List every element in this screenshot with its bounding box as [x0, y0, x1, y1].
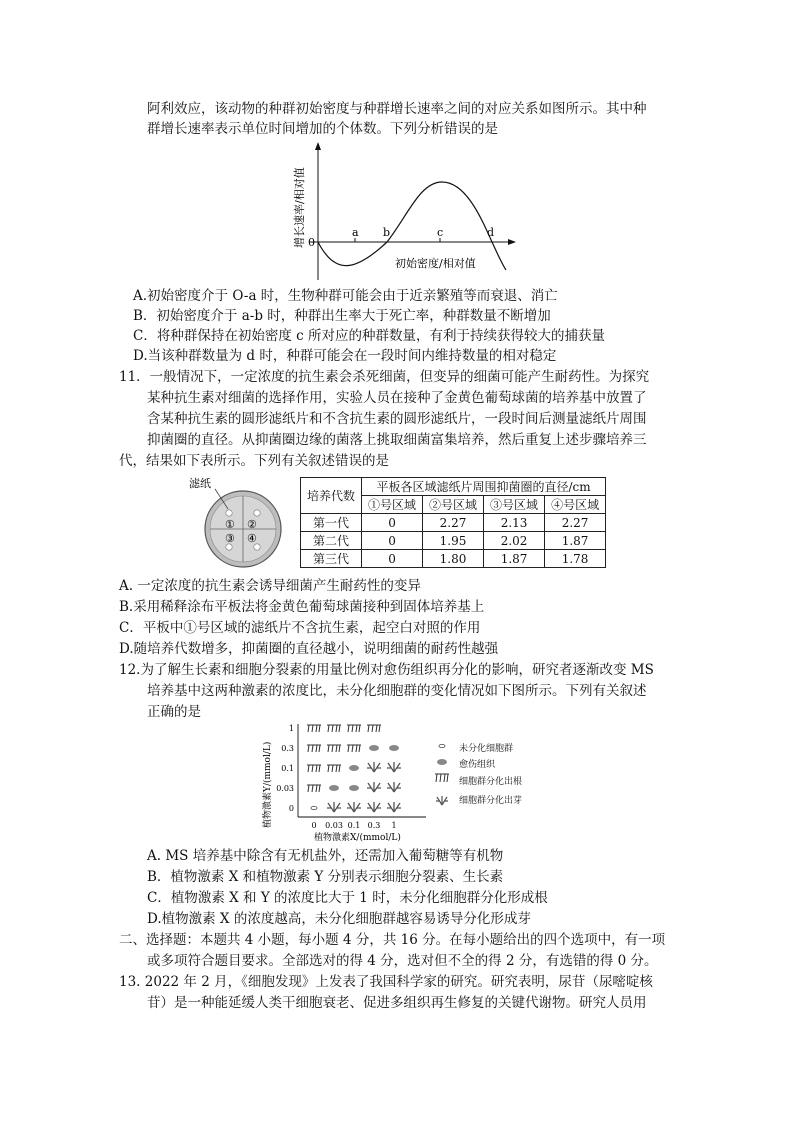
q11-line-2: 某种抗生素对细菌的选择作用，实验人员在接种了金黄色葡萄球菌的培养基中放置了 — [147, 390, 647, 406]
table-cell: 2.02 — [484, 532, 545, 550]
legend-roots: 细胞群分化出根 — [459, 777, 523, 787]
dish-region-1: ① — [225, 518, 235, 531]
root-symbol — [307, 725, 321, 732]
table-cell: 1.87 — [484, 550, 545, 568]
q10-option-d: D.当该种群数量为 d 时，种群可能会在一段时间内维持数量的相对稳定 — [133, 348, 557, 364]
row-label: 第三代 — [301, 550, 362, 568]
shoot-symbol — [347, 802, 361, 812]
table-cell: 0 — [362, 550, 423, 568]
q12-line-1: 12.为了解生长素和细胞分裂素的用量比例对愈伤组织再分化的影响，研究者逐渐改变 MS — [119, 662, 654, 678]
q10-option-a: A.初始密度介于 O-a 时，生物种群可能会由于近亲繁殖等而衰退、消亡 — [133, 288, 558, 304]
graph1-point-a: a — [352, 226, 359, 239]
graph1-y-label: 增长速率/相对值 — [293, 167, 306, 248]
q12-option-d: D.植物激素 X 的浓度越高，未分化细胞群越容易诱导分化形成芽 — [147, 911, 531, 927]
table-cell: 1.78 — [545, 550, 606, 568]
graph2-legend-icons — [433, 741, 457, 809]
root-symbol — [347, 745, 361, 752]
shoot-symbol — [387, 782, 401, 792]
legend-shoots: 细胞群分化出芽 — [459, 796, 523, 806]
q10-option-b: B．初始密度介于 a-b 时，种群出生率大于死亡率，种群数量不断增加 — [133, 308, 551, 324]
q11-option-d: D.随培养代数增多，抑菌圈的直径越小，说明细菌的耐药性越强 — [119, 641, 499, 657]
table-cell: 0 — [362, 532, 423, 550]
section2-line-2: 或多项符合题目要求。全部选对的得 4 分，选对但不全的得 2 分，有选错的得 0 分。 — [147, 953, 658, 969]
growth-rate-graph — [280, 140, 520, 285]
shoot-symbol — [367, 802, 381, 812]
shoot-symbol — [327, 802, 341, 812]
graph2-x-tick: 0.1 — [347, 821, 361, 830]
dish-region-2: ② — [247, 518, 257, 531]
table-cell: 1.87 — [545, 532, 606, 550]
q12-option-b: B．植物激素 X 和植物激素 Y 分别表示细胞分裂素、生长素 — [147, 869, 504, 885]
graph1-x-label: 初始密度/相对值 — [395, 257, 476, 270]
callus-symbol — [369, 745, 379, 751]
legend-undifferentiated: 未分化细胞群 — [459, 744, 514, 754]
petri-dish-figure — [185, 475, 285, 575]
graph2-x-label: 植物激素X/(mmol/L) — [314, 833, 401, 843]
table-corner: 培养代数 — [301, 478, 362, 514]
q11-line-5: 代，结果如下表所示。下列有关叙述错误的是 — [119, 453, 389, 469]
q10-option-c: C．将种群保持在初始密度 c 所对应的种群数量，有利于持续获得较大的捕获量 — [133, 328, 605, 344]
graph2-x-tick: 0.03 — [325, 821, 343, 830]
table-row — [301, 550, 606, 568]
table-cell: 2.27 — [423, 514, 484, 532]
root-symbol — [307, 745, 321, 752]
hormone-ratio-graph — [258, 720, 428, 845]
callus-symbol — [329, 785, 339, 791]
root-symbol — [327, 725, 341, 732]
table-cell: 1.80 — [423, 550, 484, 568]
root-symbol — [327, 745, 341, 752]
table-row — [301, 532, 606, 550]
graph2-y-tick: 0 — [288, 804, 294, 813]
q11-option-a: A. 一定浓度的抗生素会诱导细菌产生耐药性的变异 — [119, 578, 421, 594]
q11-line-3: 含某种抗生素的圆形滤纸片和不含抗生素的圆形滤纸片，一段时间后测量滤纸片周围 — [147, 411, 647, 427]
table-header-row — [301, 478, 606, 496]
graph1-point-d: d — [487, 226, 495, 239]
root-symbol — [367, 725, 381, 732]
root-symbol — [347, 725, 361, 732]
graph2-x-tick: 1 — [391, 821, 397, 830]
table-cell: 1.95 — [423, 532, 484, 550]
dish-label: 滤纸 — [189, 477, 211, 490]
q12-line-2: 培养基中这两种激素的浓度比，未分化细胞群的变化情况如下图所示。下列有关叙述 — [147, 683, 647, 699]
table-col-3: ③号区域 — [484, 496, 545, 514]
table-cell: 2.13 — [484, 514, 545, 532]
q11-line-1: 11．一般情况下，一定浓度的抗生素会杀死细菌，但变异的细菌可能产生耐药性。为探究 — [119, 369, 650, 385]
graph2-x-tick: 0.3 — [367, 821, 381, 830]
callus-symbol — [349, 765, 359, 771]
intro-line-1: 阿利效应，该动物的种群初始密度与种群增长速率之间的对应关系如图所示。其中种 — [147, 101, 647, 117]
q13-line-1: 13. 2022 年 2 月，《细胞发现》上发表了我国科学家的研究。研究表明，尿苷（尿嘧啶核 — [119, 974, 653, 990]
graph1-point-b: b — [383, 226, 391, 239]
q11-option-c: C．平板中①号区域的滤纸片不含抗生素，起空白对照的作用 — [119, 620, 481, 636]
shoot-symbol — [367, 782, 381, 792]
table-group-header: 平板各区域滤纸片周围抑菌圈的直径/cm — [362, 478, 606, 496]
callus-symbol — [389, 745, 399, 751]
root-symbol — [307, 765, 321, 772]
dish-region-4: ④ — [247, 532, 257, 545]
graph2-y-label: 植物激素Y/(mmol/L) — [263, 741, 273, 828]
graph2-y-tick: 0.3 — [281, 744, 294, 753]
undifferentiated-symbol — [311, 806, 317, 809]
intro-line-2: 群增长速率表示单位时间增加的个体数。下列分析错误的是 — [147, 121, 498, 137]
q12-option-a: A. MS 培养基中除含有无机盐外，还需加入葡萄糖等有机物 — [147, 848, 504, 864]
root-symbol — [327, 765, 341, 772]
shoot-symbol — [387, 802, 401, 812]
root-symbol — [307, 785, 321, 792]
table-cell: 0 — [362, 514, 423, 532]
dish-region-3: ③ — [225, 532, 235, 545]
q13-line-2: 苷）是一种能延缓人类干细胞衰老、促进多组织再生修复的关键代谢物。研究人员用 — [147, 995, 647, 1011]
table-col-1: ①号区域 — [362, 496, 423, 514]
callus-symbol — [349, 785, 359, 791]
graph2-y-tick: 0.03 — [276, 784, 294, 793]
section2-line-1: 二、选择题：本题共 4 小题，每小题 4 分，共 16 分。在每小题给出的四个选项中，有一项 — [119, 932, 666, 948]
table-col-2: ②号区域 — [423, 496, 484, 514]
graph2-y-tick: 1 — [288, 724, 294, 733]
row-label: 第一代 — [301, 514, 362, 532]
legend-callus: 愈伤组织 — [459, 760, 496, 770]
inhibition-zone-table — [300, 477, 606, 568]
q11-option-b: B.采用稀释涂布平板法将金黄色葡萄球菌接种到固体培养基上 — [119, 599, 485, 615]
row-label: 第二代 — [301, 532, 362, 550]
table-row — [301, 514, 606, 532]
graph2-x-tick: 0 — [311, 821, 317, 830]
table-col-4: ④号区域 — [545, 496, 606, 514]
graph2-y-tick: 0.1 — [281, 764, 294, 773]
graph1-point-c: c — [437, 226, 444, 239]
shoot-symbol — [367, 762, 381, 772]
shoot-symbol — [387, 762, 401, 772]
graph1-origin: 0 — [308, 236, 315, 249]
q12-line-3: 正确的是 — [147, 704, 201, 720]
table-cell: 2.27 — [545, 514, 606, 532]
q12-option-c: C．植物激素 X 和 Y 的浓度比大于 1 时，未分化细胞群分化形成根 — [147, 890, 548, 906]
q11-line-4: 抑菌圈的直径。从抑菌圈边缘的菌落上挑取细菌富集培养，然后重复上述步骤培养三 — [147, 432, 647, 448]
